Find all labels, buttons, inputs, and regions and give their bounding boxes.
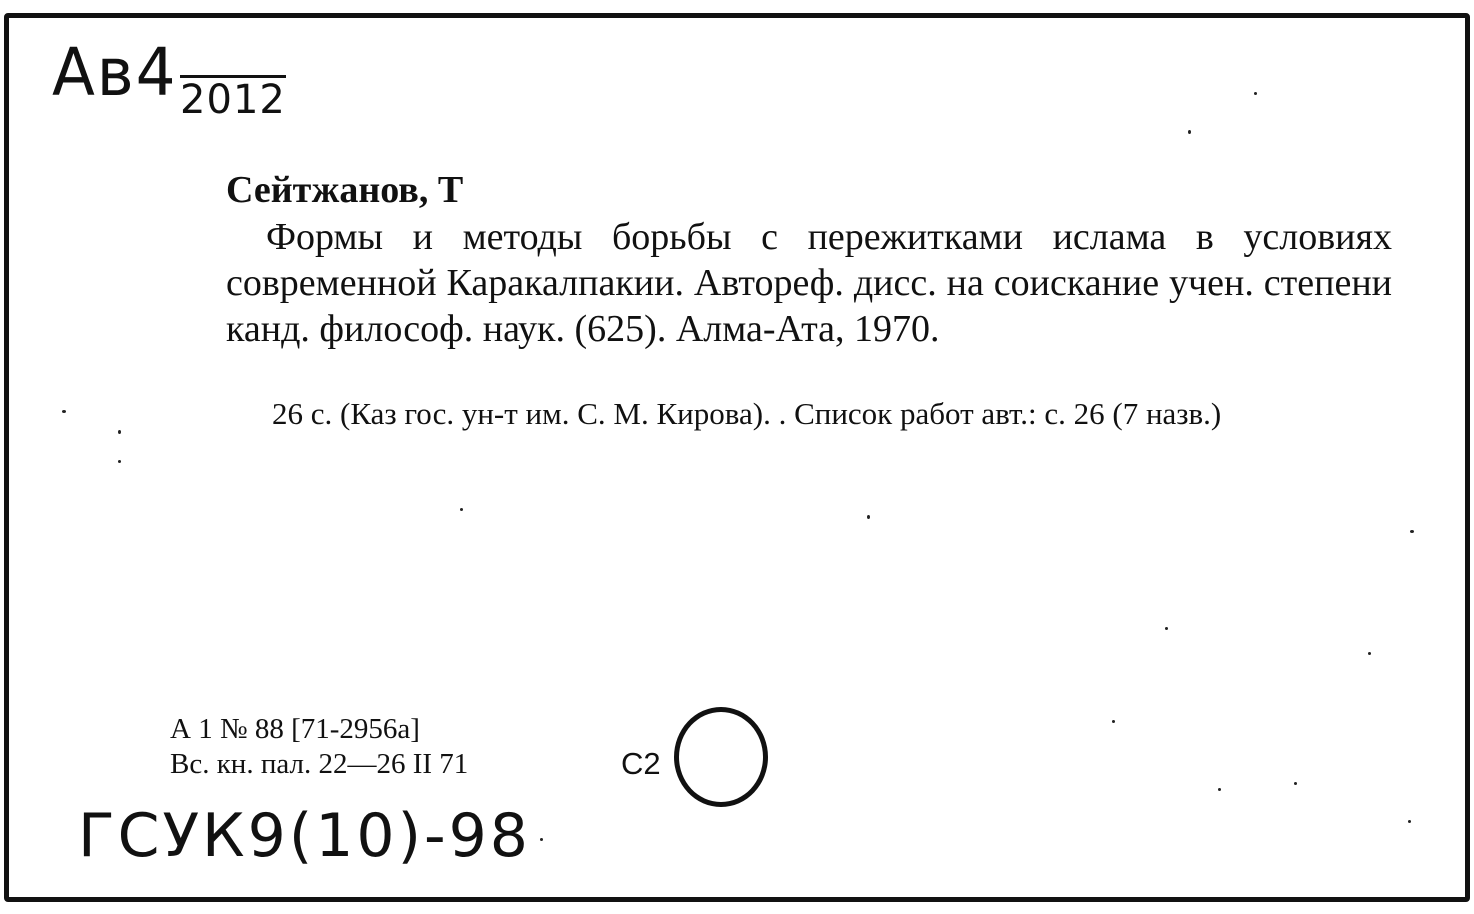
shelfmark-year: 2012 <box>180 77 286 123</box>
scan-speck <box>460 508 463 511</box>
scan-speck <box>1218 788 1221 791</box>
stamp-code: С2 <box>621 746 661 781</box>
shelfmark-main: Ав4 <box>52 34 178 111</box>
book-chamber-line: Вс. кн. пал. 22—26 II 71 <box>170 748 469 780</box>
author-heading: Сейтжанов, Т <box>226 169 464 211</box>
shelf-code-handwritten: ГСУК9(10)-98 <box>78 801 531 871</box>
scan-speck <box>118 430 121 434</box>
scan-speck <box>1408 820 1411 823</box>
scan-speck <box>1188 130 1191 134</box>
stamp-circle-icon <box>674 707 768 807</box>
scan-speck <box>62 410 66 413</box>
scan-speck <box>1254 92 1257 95</box>
collation-note: 26 с. (Каз гос. ун-т им. С. М. Кирова). . Список работ авт.: с. 26 (7 назв.) <box>272 396 1222 431</box>
scan-speck <box>1112 720 1115 723</box>
title-description: Формы и методы борьбы с пережитками ислама в условиях современной Каракалпакии. Автореф. дисс. на соискание учен. степени канд. философ. наук. (625). Алма-Ата, 1970. <box>226 216 1392 350</box>
scan-speck <box>1410 530 1414 533</box>
shelfmark-handwritten <box>52 34 286 123</box>
scan-speck <box>1294 782 1297 785</box>
scan-speck <box>1368 652 1371 655</box>
scan-speck <box>118 460 121 463</box>
scan-speck <box>1165 627 1168 630</box>
scan-speck <box>867 515 870 519</box>
scan-speck <box>540 838 543 841</box>
catalog-number-line: А 1 № 88 [71-2956а] <box>170 713 420 745</box>
